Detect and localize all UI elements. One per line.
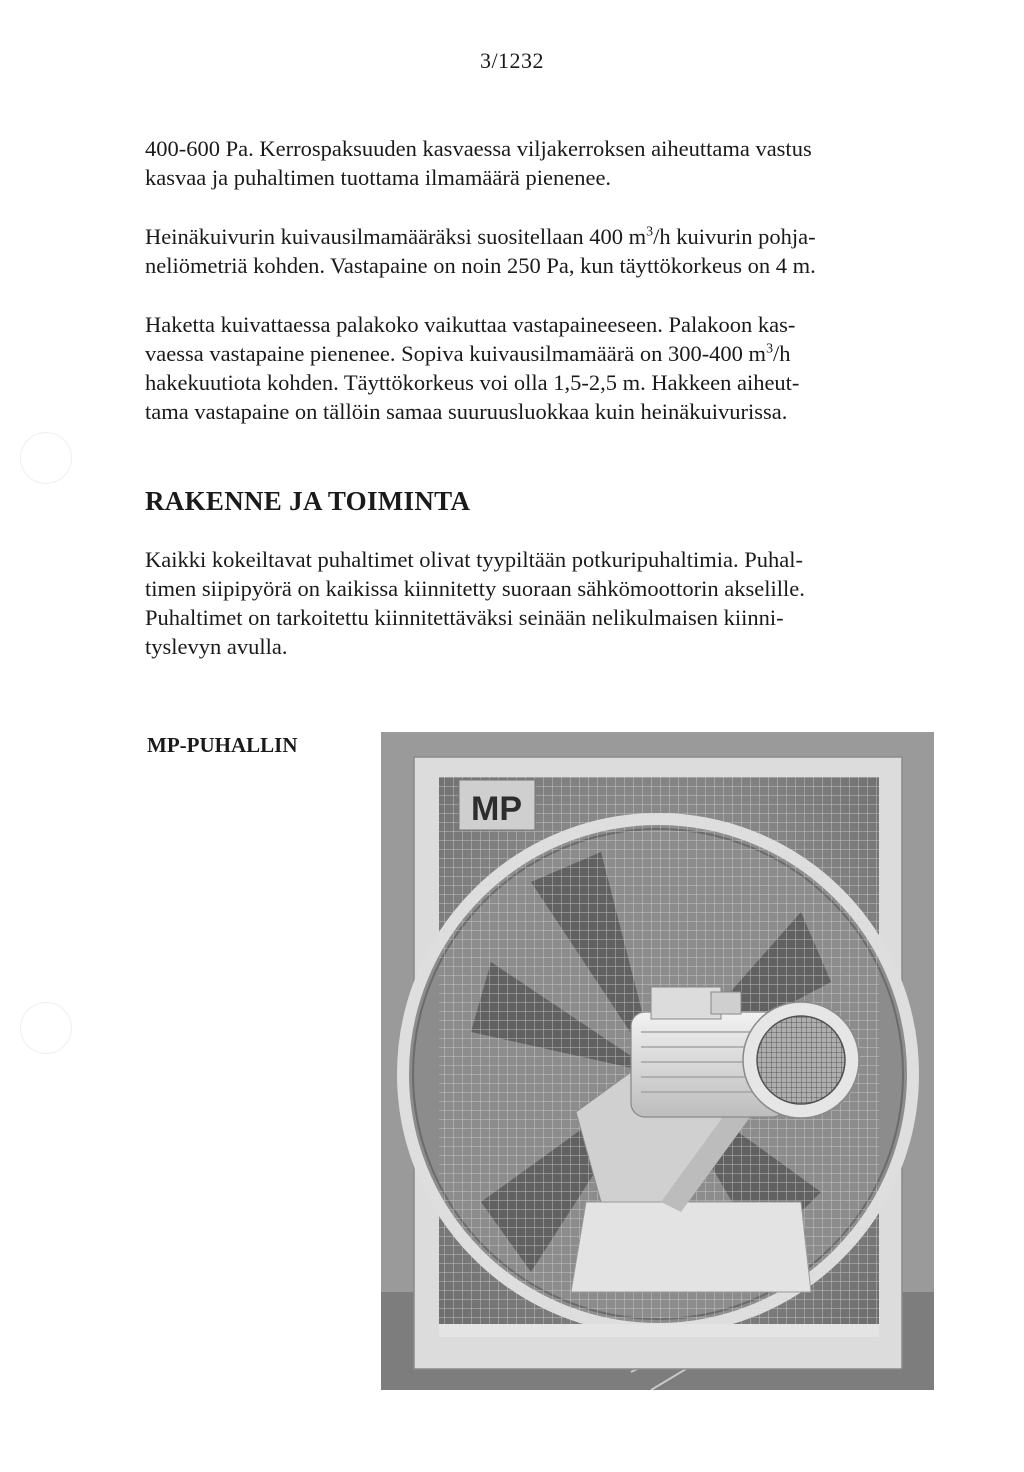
photo-caption: MP-PUHALLIN bbox=[147, 733, 298, 757]
text-line: Heinäkuivurin kuivausilmamääräksi suositellaan 400 $m^3/h$ kuivurin pohja- bbox=[145, 224, 816, 249]
text-line: Kaikki kokeiltavat puhaltimet olivat tyypiltään potkuripuhaltimia. Puhal- bbox=[145, 547, 803, 572]
section-heading: RAKENNE JA TOIMINTA bbox=[145, 486, 471, 516]
logo-text: MP bbox=[471, 790, 522, 828]
fan-photo bbox=[381, 732, 934, 1390]
text-line: vaessa vastapaine pienenee. Sopiva kuivausilmamäärä on 300-400 $m^3/h$ bbox=[145, 341, 791, 366]
punch-hole-bottom bbox=[20, 1002, 72, 1054]
text-line: Haketta kuivattaessa palakoko vaikuttaa vastapaineeseen. Palakoon kas- bbox=[145, 312, 796, 337]
text-line: tyslevyn avulla. bbox=[145, 634, 288, 659]
text-line: 400-600 Pa. Kerrospaksuuden kasvaessa viljakerroksen aiheuttama vastus bbox=[145, 136, 812, 161]
paragraph-wood-chips bbox=[145, 310, 935, 426]
text-line: neliömetriä kohden. Vastapaine on noin 250 Pa, kun täyttökorkeus on 4 m. bbox=[145, 253, 816, 278]
text-line: hakekuutiota kohden. Täyttökorkeus voi olla 1,5-2,5 m. Hakkeen aiheut- bbox=[145, 370, 800, 395]
text-line: Puhaltimet on tarkoitettu kiinnitettäväksi seinään nelikulmaisen kiinni- bbox=[145, 605, 784, 630]
page-number: 3/1232 bbox=[479, 48, 545, 73]
text-line: kasvaa ja puhaltimen tuottama ilmamäärä pienenee. bbox=[145, 165, 612, 190]
paragraph-pressure bbox=[145, 134, 935, 192]
paragraph-construction bbox=[145, 545, 935, 661]
text-line: timen siipipyörä on kaikissa kiinnitetty suoraan sähkömoottorin akselille. bbox=[145, 576, 805, 601]
text-line: tama vastapaine on tällöin samaa suuruusluokkaa kuin heinäkuivurissa. bbox=[145, 399, 788, 424]
paragraph-hay-dryer bbox=[145, 222, 935, 280]
punch-hole-top bbox=[20, 432, 72, 484]
